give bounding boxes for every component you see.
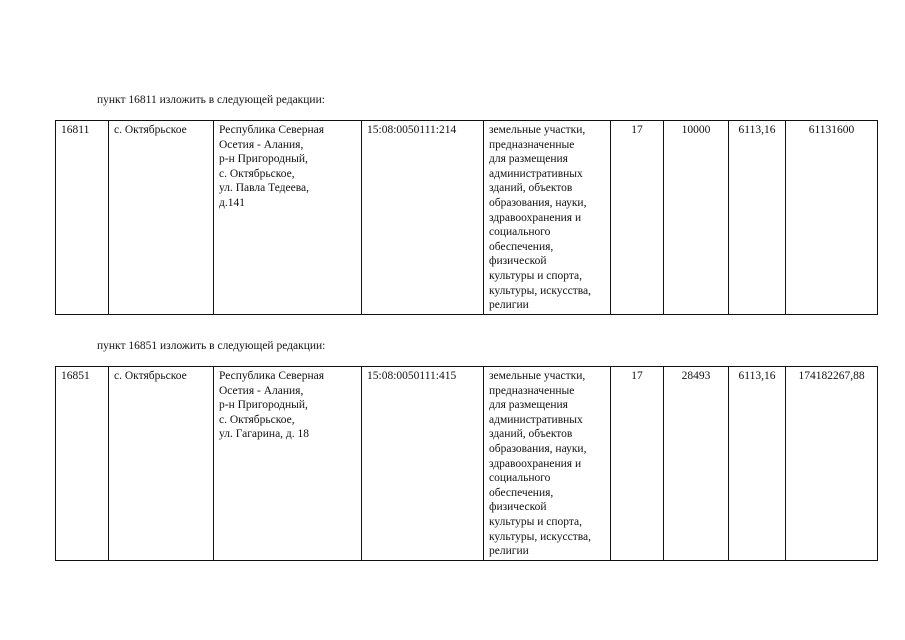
- record-table: [55, 120, 878, 315]
- purpose-line: административных: [489, 413, 583, 426]
- address-line: Республика Северная: [219, 370, 325, 382]
- cadastral-value: 174182267,88: [786, 367, 878, 561]
- address-line: Осетия - Алания,: [219, 384, 304, 397]
- cadastral-value: 61131600: [786, 121, 878, 315]
- purpose-line: здравоохранения и: [489, 211, 582, 224]
- purpose-line: здравоохранения и: [489, 457, 582, 470]
- address-line: Осетия - Алания,: [219, 138, 304, 151]
- purpose-line: для размещения: [489, 153, 568, 166]
- address-cell: [214, 367, 362, 561]
- purpose-line: предназначенные: [489, 384, 575, 397]
- purpose-line: культуры и спорта,: [489, 515, 582, 528]
- address-line: с. Октябрьское,: [219, 167, 295, 180]
- purpose-line: обеспечения,: [489, 240, 554, 253]
- purpose-line: образования, науки,: [489, 196, 587, 209]
- purpose-line: социального: [489, 472, 551, 485]
- purpose-line: физической: [489, 255, 547, 268]
- address-line: р-н Пригородный,: [219, 153, 308, 166]
- purpose-line: для размещения: [489, 399, 568, 412]
- address-line: с. Октябрьское,: [219, 413, 295, 426]
- purpose-line: зданий, объектов: [489, 182, 573, 195]
- purpose-line: земельные участки,: [489, 124, 586, 136]
- purpose-line: социального: [489, 226, 551, 239]
- purpose-cell: [484, 367, 611, 561]
- land-area: 10000: [664, 121, 729, 315]
- address-line: ул. Гагарина, д. 18: [219, 428, 310, 441]
- specific-rate: 6113,16: [729, 367, 786, 561]
- purpose-line: культуры и спорта,: [489, 269, 582, 282]
- cadastral-number: 15:08:0050111:214: [362, 121, 484, 315]
- group-code: 17: [611, 121, 664, 315]
- cadastral-number: 15:08:0050111:415: [362, 367, 484, 561]
- address-cell: [214, 121, 362, 315]
- record-table: [55, 366, 878, 561]
- settlement-name: с. Октябрьское: [109, 121, 214, 315]
- purpose-line: религии: [489, 545, 529, 558]
- section-intro: пункт 16811 изложить в следующей редакции:: [97, 94, 325, 106]
- address-line: Республика Северная: [219, 124, 325, 136]
- settlement-name: с. Октябрьское: [109, 367, 214, 561]
- table-row: [56, 121, 878, 315]
- purpose-line: земельные участки,: [489, 370, 586, 382]
- purpose-line: культуры, искусства,: [489, 284, 591, 297]
- table-row: [56, 367, 878, 561]
- purpose-line: обеспечения,: [489, 486, 554, 499]
- purpose-line: административных: [489, 167, 583, 180]
- address-line: р-н Пригородный,: [219, 399, 308, 412]
- record-id: 16851: [56, 367, 109, 561]
- group-code: 17: [611, 367, 664, 561]
- purpose-line: образования, науки,: [489, 442, 587, 455]
- record-id: 16811: [56, 121, 109, 315]
- address-line: ул. Павла Тедеева,: [219, 182, 309, 195]
- specific-rate: 6113,16: [729, 121, 786, 315]
- address-line: д.141: [219, 196, 245, 209]
- section-intro: пункт 16851 изложить в следующей редакции:: [97, 340, 326, 352]
- purpose-line: зданий, объектов: [489, 428, 573, 441]
- land-area: 28493: [664, 367, 729, 561]
- purpose-line: религии: [489, 299, 529, 312]
- purpose-cell: [484, 121, 611, 315]
- purpose-line: предназначенные: [489, 138, 575, 151]
- purpose-line: культуры, искусства,: [489, 530, 591, 543]
- purpose-line: физической: [489, 501, 547, 514]
